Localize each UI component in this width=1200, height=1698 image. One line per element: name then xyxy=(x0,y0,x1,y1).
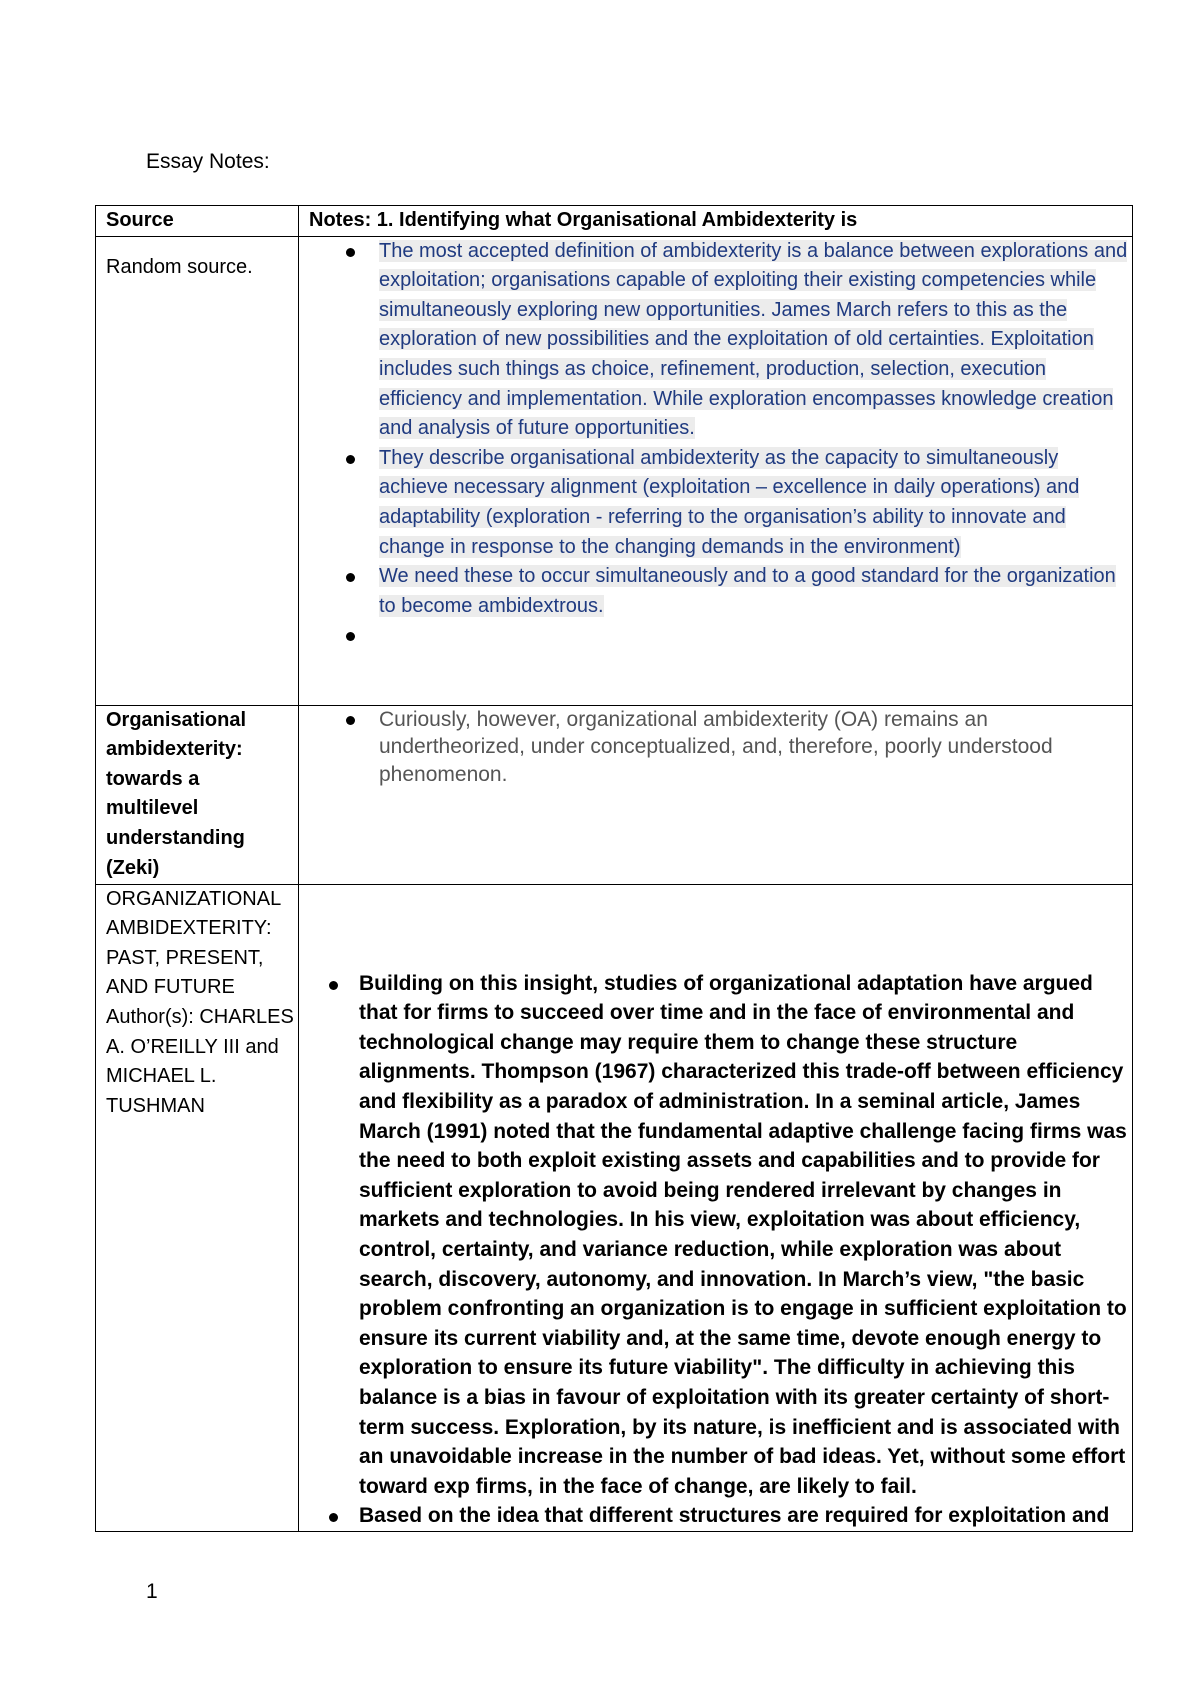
list-item: Based on the idea that different structures are required for exploitation and xyxy=(359,1501,1128,1531)
table-row xyxy=(96,236,1133,705)
row-source: ORGANIZATIONAL AMBIDEXTERITY: PAST, PRESENT, AND FUTURE Author(s): CHARLES A. O’REILLY III and MICHAEL L. TUSHMAN xyxy=(96,884,299,1531)
notes-table xyxy=(95,205,1133,1532)
list-item: They describe organisational ambidexterity as the capacity to simultaneously achieve necessary alignment (exploitation – excellence in daily operations) and adaptability (exploration - referring to the organisation’s ability to innovate and change in response to the changing demands in the environment) xyxy=(379,444,1128,562)
list-item xyxy=(379,621,1128,650)
list-item: We need these to occur simultaneously and to a good standard for the organization to become ambidextrous. xyxy=(379,562,1128,621)
page-number: 1 xyxy=(146,1580,158,1603)
header-source: Source xyxy=(96,206,299,237)
notes-list xyxy=(309,237,1128,651)
table-row xyxy=(96,884,1133,1531)
list-item: Building on this insight, studies of organizational adaptation have argued that for firms to succeed over time and in the face of environmental and technological change may require them to change these structure alignments. Thompson (1967) characterized this trade-off between efficiency and flexibility as a paradox of administration. In a seminal article, James March (1991) noted that the fundamental adaptive challenge facing firms was the need to both exploit existing assets and capabilities and to provide for sufficient exploration to avoid being rendered irrelevant by changes in markets and technologies. In his view, exploitation was about efficiency, control, certainty, and variance reduction, while exploration was about search, discovery, autonomy, and innovation. In March’s view, "the basic problem confronting an organization is to engage in sufficient exploitation to ensure its current viability and, at the same time, devote enough energy to exploration to ensure its future viability". The difficulty in achieving this balance is a bias in favour of exploitation with its greater certainty of short-term success. Exploration, by its nature, is inefficient and is associated with an unavoidable increase in the number of bad ideas. Yet, without some effort toward exp firms, in the face of change, are likely to fail. xyxy=(359,969,1128,1502)
row-notes xyxy=(299,705,1133,884)
notes-list xyxy=(309,969,1128,1531)
table-header-row xyxy=(96,206,1133,237)
notes-list xyxy=(309,706,1128,789)
page-heading: Essay Notes: xyxy=(146,150,270,173)
table-row xyxy=(96,705,1133,884)
row-notes xyxy=(299,884,1133,1531)
row-source: Organisational ambidexterity: towards a multilevel understanding (Zeki) xyxy=(96,705,299,884)
header-notes: Notes: 1. Identifying what Organisational Ambidexterity is xyxy=(299,206,1133,237)
list-item: The most accepted definition of ambidexterity is a balance between explorations and exploitation; organisations capable of exploiting their existing competencies while simultaneously exploring new opportunities. James March refers to this as the exploration of new possibilities and the exploitation of old certainties. Exploitation includes such things as choice, refinement, production, selection, execution efficiency and implementation. While exploration encompasses knowledge creation and analysis of future opportunities. xyxy=(379,237,1128,444)
list-item: Curiously, however, organizational ambidexterity (OA) remains an undertheorized, under conceptualized, and, therefore, poorly understood phenomenon. xyxy=(379,706,1128,789)
row-source: Random source. xyxy=(96,236,299,705)
row-notes xyxy=(299,236,1133,705)
